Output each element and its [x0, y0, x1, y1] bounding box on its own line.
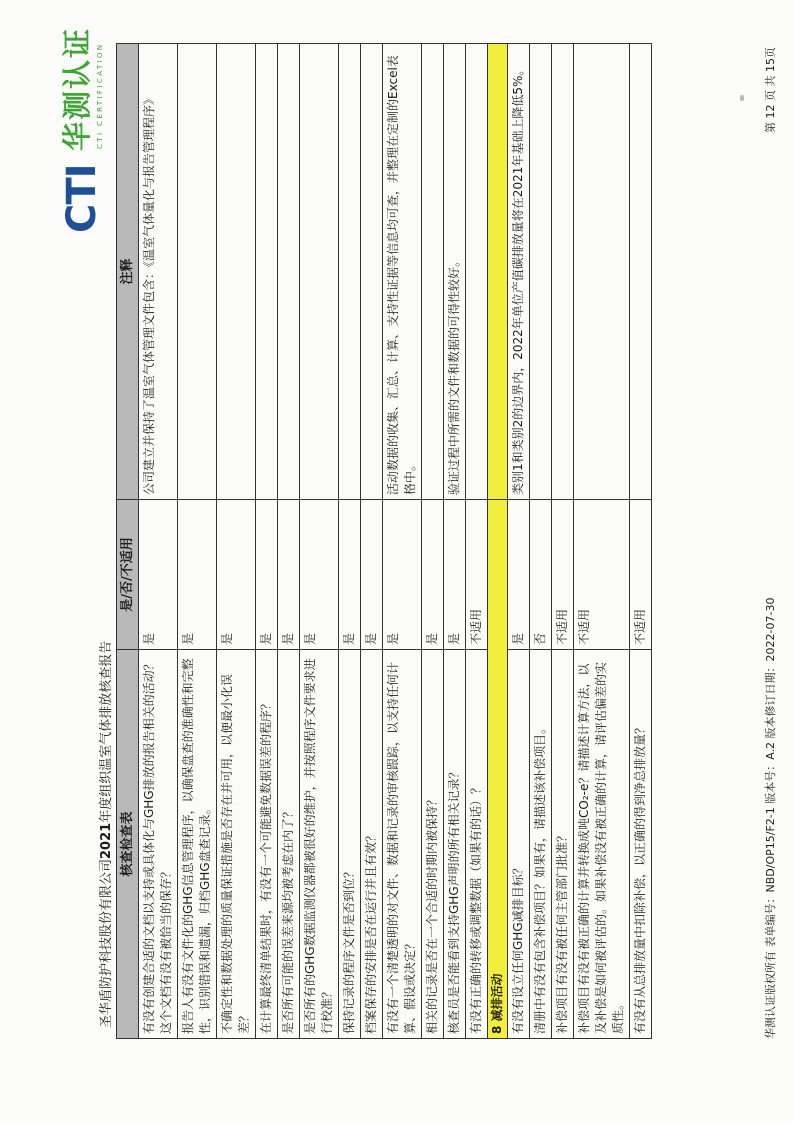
question-cell: 是否所有的GHG数据监测仪器都被很好的维护，并按照程序文件要求进行校准？ — [300, 650, 339, 1039]
applicable-cell: 不适用 — [552, 500, 574, 650]
notes-cell — [217, 44, 256, 500]
question-cell: 保持记录的程序文件是否到位？ — [339, 650, 361, 1039]
notes-cell — [178, 44, 217, 500]
applicable-cell: 是 — [278, 500, 300, 650]
section-cell — [488, 500, 508, 650]
applicable-cell: 是 — [422, 500, 444, 650]
logo-en-name: CTI CERTIFICATION — [96, 42, 104, 149]
notes-cell — [278, 44, 300, 500]
notes-cell: 活动数据的收集、汇总、计算、支持性证据等信息均可查，并整理在定制的Excel表格中。 — [383, 44, 422, 500]
notes-cell — [530, 44, 552, 500]
applicable-cell: 是 — [508, 500, 530, 650]
table-row — [383, 44, 422, 1039]
scan-mark — [740, 95, 744, 101]
logo-cn-name: 华测认证 — [60, 26, 94, 151]
table-row — [508, 44, 530, 1039]
table-row — [630, 44, 652, 1039]
cti-logo — [58, 23, 120, 233]
header-item: 核查检查表 — [117, 650, 139, 1039]
question-cell: 是否所有可能的误差来源均被考虑在内了？ — [278, 650, 300, 1039]
question-cell: 有没有设立任何GHG减排目标？ — [508, 650, 530, 1039]
notes-cell — [339, 44, 361, 500]
table-row — [217, 44, 256, 1039]
header-applicable: 是/否/不适用 — [117, 500, 139, 650]
question-cell: 核查员是否能看到支持GHG声明的所有相关记录？ — [444, 650, 466, 1039]
notes-cell — [422, 44, 444, 500]
table-row — [278, 44, 300, 1039]
table-row — [552, 44, 574, 1039]
applicable-cell: 不适用 — [466, 500, 488, 650]
section-cell-empty — [488, 44, 508, 500]
question-cell: 档案保存的安排是否在运行并且有效？ — [361, 650, 383, 1039]
table-row — [361, 44, 383, 1039]
section-cell: 8 减排活动 — [488, 650, 508, 1039]
notes-cell: 类别1和类别2的边界内，2022年单位产值碳排放量将在2021年基础上降低5%。 — [508, 44, 530, 500]
table-row — [300, 44, 339, 1039]
applicable-cell: 是 — [217, 500, 256, 650]
table-row — [178, 44, 217, 1039]
table-row — [444, 44, 466, 1039]
applicable-cell: 否 — [530, 500, 552, 650]
logo-brand: CTI — [59, 164, 105, 233]
applicable-cell: 是 — [300, 500, 339, 650]
applicable-cell: 不适用 — [574, 500, 630, 650]
table-row — [256, 44, 278, 1039]
applicable-cell: 不适用 — [630, 500, 652, 650]
question-cell: 有没有一个清楚透明的对文件、数据和记录的审核跟踪，以支持任何计算、假设或决定？ — [383, 650, 422, 1039]
question-cell: 补偿项目有没有被正确的计算并转换成吨CO₂-e？请描述计算方法，以及补偿是如何被评估的。如果补偿没有被正确的计算，请评估偏差的实质性。 — [574, 650, 630, 1039]
question-cell: 报告人有没有文件化的GHG信息管理程序，以确保盘查的准确性和完整性，识别错误和遗漏，归档GHG盘查记录。 — [178, 650, 217, 1039]
table-row — [574, 44, 630, 1039]
footer-page: 第 12 页 共 15页 — [764, 47, 777, 133]
question-cell: 在计算最终清单结果时，有没有一个可能避免数据误差的程序？ — [256, 650, 278, 1039]
applicable-cell: 是 — [444, 500, 466, 650]
footer-info: 华测认证版权所有 表单编号：NBD/OP15/F2-1 版本号：A.2 版本修订日期：2022-07-30 — [764, 597, 777, 1039]
notes-cell — [552, 44, 574, 500]
header-notes: 注释 — [117, 44, 139, 500]
section-row — [488, 44, 508, 1039]
checklist-table — [116, 43, 652, 1039]
notes-cell: 公司建立并保持了温室气体管理文件包含：《温室气体量化与报告管理程序》 — [139, 44, 178, 500]
page-header — [95, 641, 114, 1028]
header-title: 年度组织温室气体排放核查报告 — [99, 640, 114, 823]
header-company: 圣华盾防护科技股份有限公司 — [99, 858, 114, 1028]
header-year: 2021 — [99, 822, 114, 859]
applicable-cell: 是 — [339, 500, 361, 650]
table-row — [139, 44, 178, 1039]
question-cell: 相关的记录是否在一个合适的时期内被保持？ — [422, 650, 444, 1039]
applicable-cell: 是 — [178, 500, 217, 650]
question-cell: 有没有正确的转移或调整数据（如果有的话）？ — [466, 650, 488, 1039]
table-header-row — [117, 44, 139, 1039]
applicable-cell: 是 — [256, 500, 278, 650]
question-cell: 不确定性和数据处理的质量保证措施是否存在并可用，以便最小化误差？ — [217, 650, 256, 1039]
applicable-cell: 是 — [139, 500, 178, 650]
section-8-rows — [508, 44, 652, 1039]
question-cell: 有没有创建合适的文档以支持或具体化与GHG排放的报告相关的活动？这个文档有没有被恰当的保存？ — [139, 650, 178, 1039]
table-row — [530, 44, 552, 1039]
question-cell: 补偿项目有没有被任何主管部门批准？ — [552, 650, 574, 1039]
notes-cell — [630, 44, 652, 500]
table-row — [339, 44, 361, 1039]
notes-cell — [574, 44, 630, 500]
notes-cell: 验证过程中所需的文件和数据的可得性较好。 — [444, 44, 466, 500]
applicable-cell: 是 — [383, 500, 422, 650]
table-row — [466, 44, 488, 1039]
question-cell: 清册中有没有包含补偿项目？如果有，请描述该补偿项目。 — [530, 650, 552, 1039]
notes-cell — [466, 44, 488, 500]
question-cell: 有没有从总排放量中扣除补偿，以正确的得到净总排放量？ — [630, 650, 652, 1039]
section-7-rows — [139, 44, 488, 1039]
table-row — [422, 44, 444, 1039]
section-8-header — [488, 44, 508, 1039]
notes-cell — [300, 44, 339, 500]
applicable-cell: 是 — [361, 500, 383, 650]
notes-cell — [361, 44, 383, 500]
notes-cell — [256, 44, 278, 500]
